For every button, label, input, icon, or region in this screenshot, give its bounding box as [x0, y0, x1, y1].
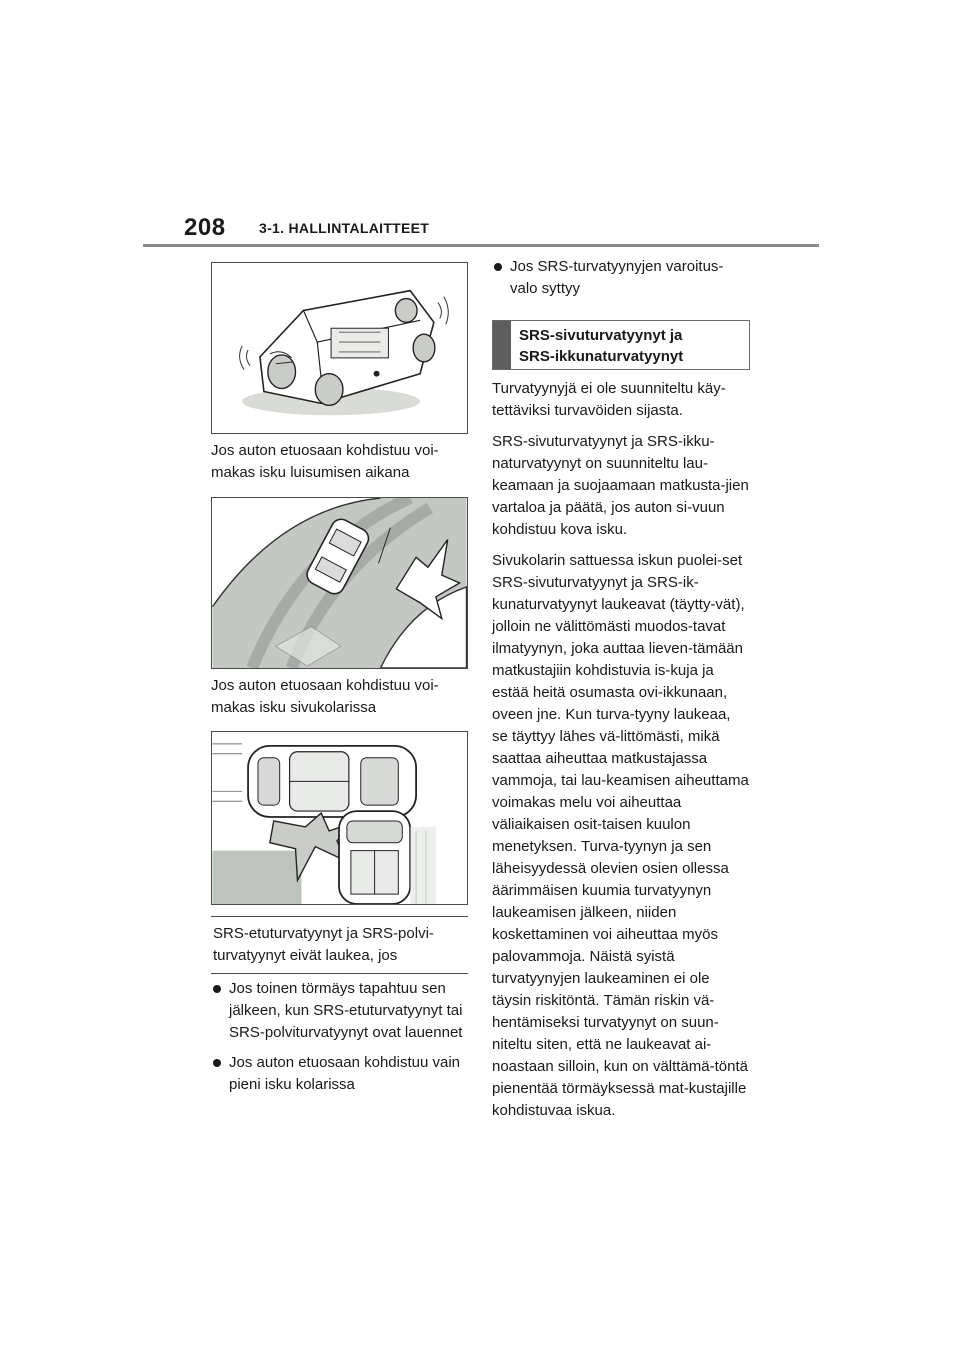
skid-caption-text: Jos auton etuosaan kohdistuu voi- makas isku sivukolarissa	[211, 677, 439, 716]
bullet-text: Jos SRS-turvatyynyjen varoitus- valo syttyy	[510, 258, 724, 297]
skid-caption	[211, 675, 468, 719]
left-bullet-list	[211, 978, 468, 1104]
list-item	[492, 256, 750, 300]
bullet-icon	[213, 1059, 221, 1067]
left-note-text: SRS-etuturvatyynyt ja SRS-polvi- turvatyynyt eivät laukea, jos	[213, 925, 434, 964]
body-text	[492, 378, 750, 1131]
rollover-illustration	[211, 262, 468, 434]
page-number: 208	[184, 214, 226, 241]
skid-car-icon	[212, 498, 467, 668]
side-impact-illustration	[211, 731, 468, 905]
section-heading	[492, 320, 750, 370]
header-rule	[143, 244, 819, 247]
heading-bar	[493, 321, 511, 369]
rollover-caption	[211, 440, 468, 484]
paragraph: SRS-sivuturvatyynyt ja SRS-ikku-naturvatyynyt on suunniteltu lau-keamaan ja suojaamaan matkusta-jien vartaloa ja päätä, jos auton si-vuun kohdistuu kova isku.	[492, 433, 749, 538]
list-item	[211, 1052, 468, 1096]
section-heading-text: SRS-sivuturvatyynyt ja SRS-ikkunaturvatyynyt	[519, 327, 684, 365]
paragraph: Sivukolarin sattuessa iskun puolei-set SRS-sivuturvatyynyt ja SRS-ik-kunaturvatyynyt laukeavat (täytty-vät), jolloin ne välittömästi muodos-tavat ilmatyynyn, joka auttaa lieven-tämään matkustajiin kohdistuvia is-kuja ja estää heitä osumasta ovi-ikkunaan, oveen jne. Kun turva-tyyny laukeaa, se täyttyy lähes vä-littömästi, mikä saattaa aiheuttaa matkustajassa vammoja, tai lau-keamisen aiheuttama voimakas melu voi aiheuttaa väliaikaisen osit-taisen kuulon menetyksen. Turva-tyynyn ja sen läheisyydessä olevien osien ollessa äärimmäisen kuumia turvatyynyn laukeamisen jälkeen, niiden koskettaminen voi aiheuttaa myös palovammoja. Näistä syistä turvatyynyjen laukeaminen ei ole täysin riskitöntä. Tämän riskin vä-hentämiseksi turvatyynyt on suun-niteltu siten, että ne laukeavat ai-noastaan silloin, kun on välttämä-töntä pienentää törmäyksessä mat-kustajille kohdistuvaa iskua.	[492, 552, 749, 1119]
skid-illustration	[211, 497, 468, 669]
section-title: 3-1. HALLINTALAITTEET	[259, 220, 430, 236]
list-item	[211, 978, 468, 1044]
bullet-text: Jos toinen törmäys tapahtuu sen jälkeen, kun SRS-etuturvatyynyt tai SRS-polviturvatyynyt ovat lauennet	[229, 980, 463, 1041]
right-bullet-list	[492, 256, 750, 308]
rollover-car-icon	[212, 263, 467, 433]
paragraph: Turvatyynyjä ei ole suunniteltu käy-tettäviksi turvavöiden sijasta.	[492, 380, 726, 419]
bullet-icon	[213, 985, 221, 993]
bullet-icon	[494, 263, 502, 271]
side-impact-car-icon	[212, 732, 467, 904]
rollover-caption-text: Jos auton etuosaan kohdistuu voi- makas isku luisumisen aikana	[211, 442, 439, 481]
bullet-text: Jos auton etuosaan kohdistuu vain pieni isku kolarissa	[229, 1054, 460, 1093]
left-note	[211, 916, 468, 974]
